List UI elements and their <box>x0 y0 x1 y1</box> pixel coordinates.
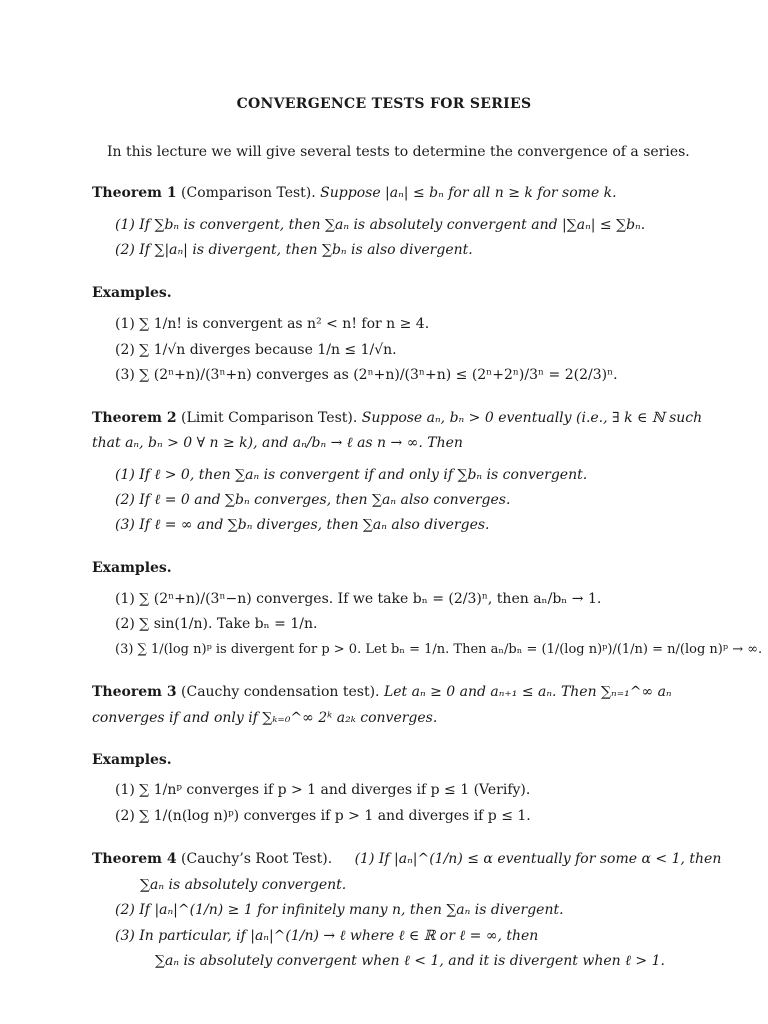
theorem-3-name: (Cauchy condensation test). <box>181 684 380 700</box>
theorem-1-head: Theorem 1 <box>92 185 177 201</box>
examples-1-heading: Examples. <box>92 285 172 301</box>
intro-text: In this lecture we will give several tests to determine the convergence of a series. <box>107 144 690 160</box>
theorem-1 <box>92 184 617 202</box>
theorem-2-item-3: (3) If ℓ = ∞ and ∑bₙ diverges, then ∑aₙ also diverges. <box>115 517 490 533</box>
example-2-3: (3) ∑ 1/(log n)ᵖ is divergent for p > 0. Let bₙ = 1/n. Then aₙ/bₙ = (1/(log n)ᵖ)/(1/n) = n/(log n)ᵖ → ∞. <box>115 642 763 657</box>
example-1-3: (3) ∑ (2ⁿ+n)/(3ⁿ+n) converges as (2ⁿ+n)/(3ⁿ+n) ≤ (2ⁿ+2ⁿ)/3ⁿ = 2(2/3)ⁿ. <box>115 367 618 383</box>
theorem-2-item-2: (2) If ℓ = 0 and ∑bₙ converges, then ∑aₙ also converges. <box>115 492 511 508</box>
page-title: CONVERGENCE TESTS FOR SERIES <box>236 96 532 112</box>
example-2-1: (1) ∑ (2ⁿ+n)/(3ⁿ−n) converges. If we take bₙ = (2/3)ⁿ, then aₙ/bₙ → 1. <box>115 591 602 607</box>
theorem-2 <box>92 409 702 427</box>
theorem-2-head: Theorem 2 <box>92 410 177 426</box>
theorem-4-item-3: (3) In particular, if |aₙ|^(1/n) → ℓ where ℓ ∈ ℝ or ℓ = ∞, then <box>115 928 539 944</box>
theorem-2-item-1: (1) If ℓ > 0, then ∑aₙ is convergent if and only if ∑bₙ is convergent. <box>115 467 588 483</box>
theorem-3-head: Theorem 3 <box>92 684 177 700</box>
theorem-4-name: (Cauchy’s Root Test). <box>181 851 333 867</box>
example-3-1: (1) ∑ 1/nᵖ converges if p > 1 and diverges if p ≤ 1 (Verify). <box>115 782 531 798</box>
theorem-3-statement-1: Let aₙ ≥ 0 and aₙ₊₁ ≤ aₙ. Then ∑ₙ₌₁^∞ aₙ <box>383 684 672 700</box>
theorem-2-statement-2: that aₙ, bₙ > 0 ∀ n ≥ k), and aₙ/bₙ → ℓ as n → ∞. Then <box>92 435 463 451</box>
example-1-2: (2) ∑ 1/√n diverges because 1/n ≤ 1/√n. <box>115 342 397 358</box>
theorem-4-item-2: (2) If |aₙ|^(1/n) ≥ 1 for infinitely many n, then ∑aₙ is divergent. <box>115 902 564 918</box>
examples-2-heading: Examples. <box>92 560 172 576</box>
example-1-1: (1) ∑ 1/n! is convergent as n² < n! for n ≥ 4. <box>115 316 430 332</box>
theorem-2-name: (Limit Comparison Test). <box>181 410 358 426</box>
theorem-4-item-3-continued: ∑aₙ is absolutely convergent when ℓ < 1, and it is divergent when ℓ > 1. <box>155 953 665 969</box>
theorem-3-statement-2: converges if and only if ∑ₖ₌₀^∞ 2ᵏ a₂ₖ converges. <box>92 710 438 726</box>
theorem-4-head: Theorem 4 <box>92 851 177 867</box>
theorem-4 <box>92 850 721 868</box>
example-3-2: (2) ∑ 1/(n(log n)ᵖ) converges if p > 1 and diverges if p ≤ 1. <box>115 808 531 824</box>
theorem-1-item-1: (1) If ∑bₙ is convergent, then ∑aₙ is absolutely convergent and |∑aₙ| ≤ ∑bₙ. <box>115 217 646 233</box>
theorem-4-statement-2: ∑aₙ is absolutely convergent. <box>140 877 347 893</box>
theorem-1-statement: Suppose |aₙ| ≤ bₙ for all n ≥ k for some k. <box>320 185 617 201</box>
theorem-2-statement-1: Suppose aₙ, bₙ > 0 eventually (i.e., ∃ k ∈ ℕ such <box>361 410 703 426</box>
example-2-2: (2) ∑ sin(1/n). Take bₙ = 1/n. <box>115 616 318 632</box>
theorem-1-item-2: (2) If ∑|aₙ| is divergent, then ∑bₙ is also divergent. <box>115 242 473 258</box>
theorem-1-name: (Comparison Test). <box>181 185 316 201</box>
theorem-4-statement-1: (1) If |aₙ|^(1/n) ≤ α eventually for some α < 1, then <box>354 851 722 867</box>
examples-3-heading: Examples. <box>92 752 172 768</box>
theorem-3 <box>92 683 672 701</box>
